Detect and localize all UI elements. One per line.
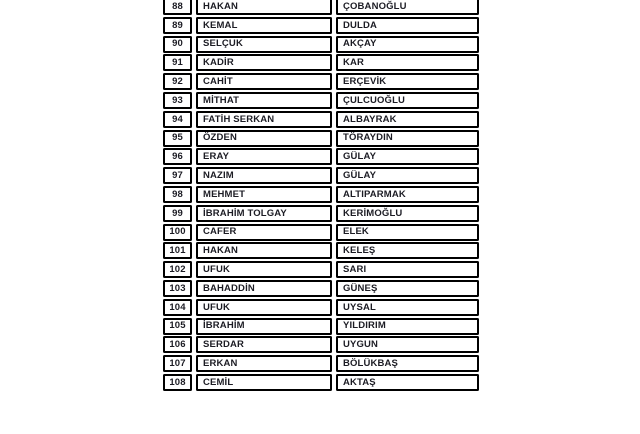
last-name-cell: TÖRAYDIN	[336, 130, 479, 147]
table-row	[163, 36, 479, 53]
last-name-cell: GÜLAY	[336, 167, 479, 184]
first-name-cell: CAHİT	[196, 73, 332, 90]
first-name-cell: ERKAN	[196, 355, 332, 372]
last-name-cell: DULDA	[336, 17, 479, 34]
last-name-cell: YILDIRIM	[336, 318, 479, 335]
row-number-cell: 91	[163, 54, 192, 71]
row-number-cell: 92	[163, 73, 192, 90]
row-number-cell: 101	[163, 242, 192, 259]
row-number-cell: 89	[163, 17, 192, 34]
first-name-cell: MİTHAT	[196, 92, 332, 109]
row-number-cell: 97	[163, 167, 192, 184]
first-name-cell: ERAY	[196, 148, 332, 165]
first-name-cell: MEHMET	[196, 186, 332, 203]
row-number-cell: 95	[163, 130, 192, 147]
row-number-cell: 96	[163, 148, 192, 165]
last-name-cell: BÖLÜKBAŞ	[336, 355, 479, 372]
row-number-cell: 94	[163, 111, 192, 128]
first-name-cell: SERDAR	[196, 336, 332, 353]
last-name-cell: ERÇEVİK	[336, 73, 479, 90]
first-name-cell: HAKAN	[196, 242, 332, 259]
row-number-cell: 103	[163, 280, 192, 297]
last-name-cell: KERİMOĞLU	[336, 205, 479, 222]
table-row	[163, 17, 479, 34]
first-name-cell: UFUK	[196, 261, 332, 278]
last-name-cell: UYSAL	[336, 299, 479, 316]
first-name-cell: İBRAHİM	[196, 318, 332, 335]
first-name-cell: CAFER	[196, 224, 332, 241]
row-number-cell: 102	[163, 261, 192, 278]
last-name-cell: UYGUN	[336, 336, 479, 353]
table-row	[163, 54, 479, 71]
last-name-cell: GÜNEŞ	[336, 280, 479, 297]
table-row	[163, 336, 479, 353]
last-name-cell: ELEK	[336, 224, 479, 241]
row-number-cell: 106	[163, 336, 192, 353]
first-name-cell: KEMAL	[196, 17, 332, 34]
row-number-cell: 93	[163, 92, 192, 109]
last-name-cell: GÜLAY	[336, 148, 479, 165]
first-name-cell: ÖZDEN	[196, 130, 332, 147]
table-row	[163, 186, 479, 203]
last-name-cell: ALTIPARMAK	[336, 186, 479, 203]
last-name-cell: ÇULCUOĞLU	[336, 92, 479, 109]
first-name-cell: CEMİL	[196, 374, 332, 391]
first-name-cell: HAKAN	[196, 0, 332, 15]
table-row	[163, 205, 479, 222]
last-name-cell: ÇOBANOĞLU	[336, 0, 479, 15]
last-name-cell: SARI	[336, 261, 479, 278]
table-row	[163, 167, 479, 184]
row-number-cell: 105	[163, 318, 192, 335]
table-row	[163, 242, 479, 259]
first-name-cell: NAZIM	[196, 167, 332, 184]
table-row	[163, 374, 479, 391]
table-row	[163, 224, 479, 241]
table-row	[163, 280, 479, 297]
first-name-cell: İBRAHİM TOLGAY	[196, 205, 332, 222]
row-number-cell: 88	[163, 0, 192, 15]
table-row	[163, 73, 479, 90]
row-number-cell: 99	[163, 205, 192, 222]
name-list-table	[163, 0, 479, 391]
table-row	[163, 148, 479, 165]
table-row	[163, 0, 479, 15]
table-row	[163, 111, 479, 128]
row-number-cell: 100	[163, 224, 192, 241]
last-name-cell: ALBAYRAK	[336, 111, 479, 128]
table-row	[163, 299, 479, 316]
first-name-cell: UFUK	[196, 299, 332, 316]
last-name-cell: AKTAŞ	[336, 374, 479, 391]
row-number-cell: 98	[163, 186, 192, 203]
row-number-cell: 90	[163, 36, 192, 53]
first-name-cell: KADİR	[196, 54, 332, 71]
table-row	[163, 261, 479, 278]
first-name-cell: FATİH SERKAN	[196, 111, 332, 128]
row-number-cell: 107	[163, 355, 192, 372]
row-number-cell: 108	[163, 374, 192, 391]
first-name-cell: BAHADDİN	[196, 280, 332, 297]
table-row	[163, 318, 479, 335]
last-name-cell: AKÇAY	[336, 36, 479, 53]
first-name-cell: SELÇUK	[196, 36, 332, 53]
table-row	[163, 355, 479, 372]
table-row	[163, 92, 479, 109]
table-row	[163, 130, 479, 147]
row-number-cell: 104	[163, 299, 192, 316]
last-name-cell: KELEŞ	[336, 242, 479, 259]
last-name-cell: KAR	[336, 54, 479, 71]
